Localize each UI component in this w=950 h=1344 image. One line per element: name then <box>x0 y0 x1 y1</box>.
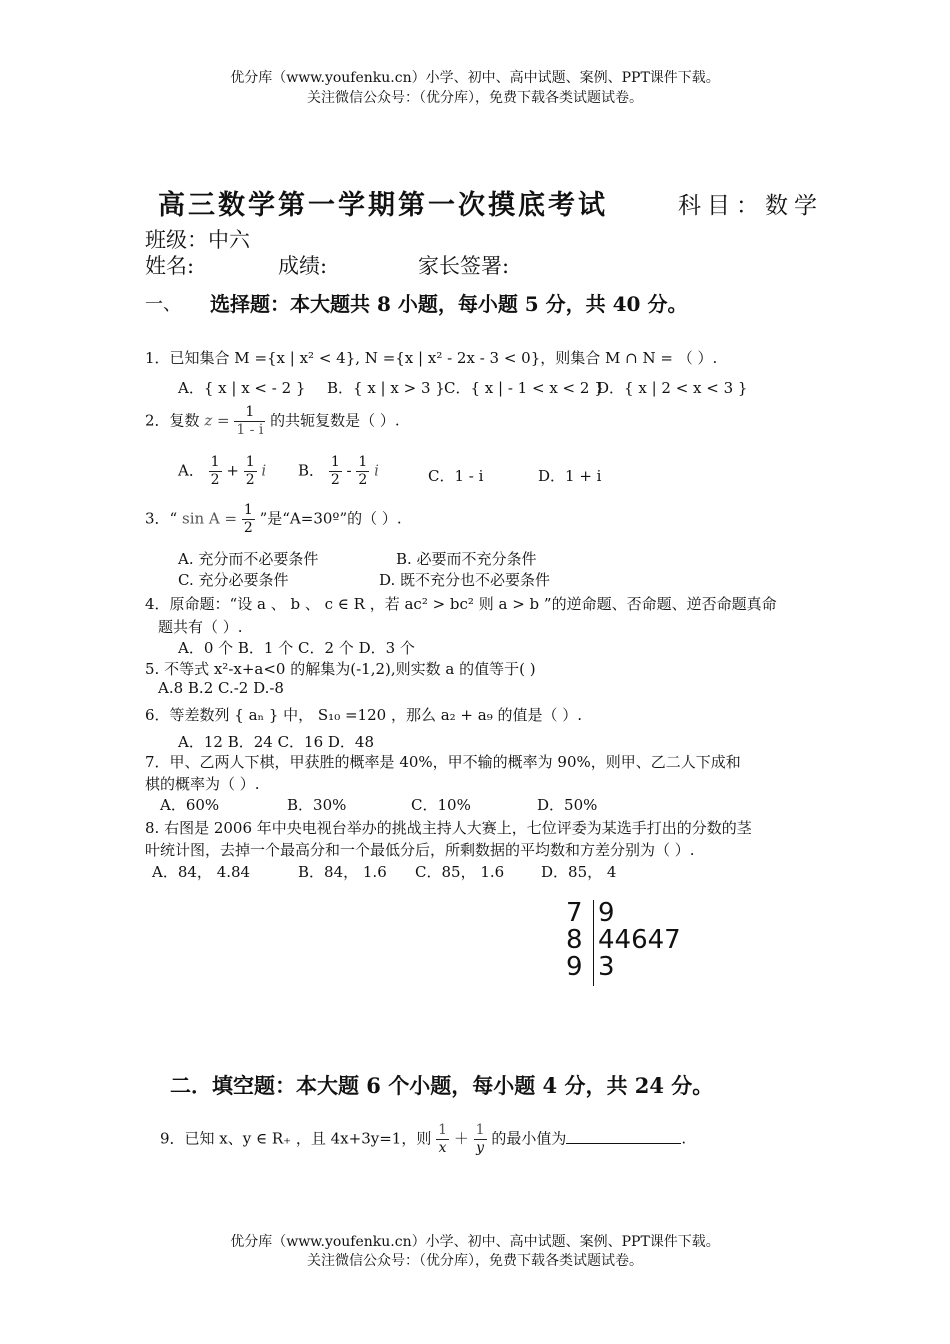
section1-title: 选择题：本大题共 8 小题，每小题 5 分，共 40 分。 <box>210 292 688 316</box>
q8-line-1: 8. 右图是 2006 年中央电视台举办的挑战主持人大赛上，七位评委为某选手打出的分数的茎 <box>145 819 752 837</box>
q2-a-n1: 1 <box>210 454 220 470</box>
q2-a-op: + <box>226 461 239 480</box>
q9-d2: y <box>476 1140 485 1156</box>
q9-suffix: 的最小值为 <box>491 1129 567 1148</box>
stem-leaf-row-1-stem: 7 <box>566 898 583 928</box>
q3-sin: sin A = <box>182 509 238 528</box>
q2-z: z = <box>204 411 230 430</box>
q3-stem <box>145 502 402 537</box>
q7-line-2: 棋的概率为（ ）. <box>145 775 260 793</box>
exam-subject: 科目：数学 <box>678 193 823 219</box>
q2-a-frac2 <box>244 454 257 489</box>
q4-options: A．0 个 B．1 个 C．2 个 D．3 个 <box>178 639 415 657</box>
q2-b-op: - <box>346 461 352 480</box>
q3-option-c: C. 充分必要条件 <box>178 571 289 589</box>
header-line-2: 关注微信公众号：（优分库），免费下载各类试题试卷。 <box>307 90 643 106</box>
exam-title: 高三数学第一学期第一次摸底考试 <box>158 190 608 221</box>
q5-stem: 5. 不等式 x²-x+a<0 的解集为(-1,2),则实数 a 的值等于( ) <box>145 660 536 678</box>
q1-option-b: B．{ x | x > 3 } <box>327 379 445 397</box>
q2-b-i: i <box>374 461 379 480</box>
q1-option-c: C．{ x | - 1 < x < 2 } <box>444 379 604 397</box>
q3-option-d: D. 既不充分也不必要条件 <box>379 571 551 589</box>
q7-option-d: D．50% <box>537 796 598 814</box>
q7-option-c: C．10% <box>411 796 471 814</box>
class-label: 班级：中六 <box>145 228 250 252</box>
q3-den: 2 <box>243 520 253 536</box>
q3-num: 1 <box>243 502 253 518</box>
q2-b-n1: 1 <box>330 454 340 470</box>
q2-a-label: A． <box>178 461 204 480</box>
q2-b-frac2 <box>356 454 369 489</box>
section2-title: 二．填空题：本大题 6 个小题，每小题 4 分，共 24 分。 <box>170 1073 714 1098</box>
q1-option-a: A．{ x | x < - 2 } <box>178 379 306 397</box>
q2-b-n2: 1 <box>358 454 368 470</box>
stem-leaf-row-2-leaves: 44647 <box>598 925 681 955</box>
q9-frac2 <box>474 1122 487 1157</box>
q2-b-d1: 2 <box>330 472 340 488</box>
q4-line-2: 题共有（ ）. <box>158 618 243 636</box>
q2-a-frac1 <box>209 454 222 489</box>
q7-line-1: 7．甲、乙两人下棋，甲获胜的概率是 40%，甲不输的概率为 90%，则甲、乙二人下成和 <box>145 753 741 771</box>
stem-leaf-row-2-stem: 8 <box>566 925 583 955</box>
q2-b-frac1 <box>329 454 342 489</box>
q9-n2: 1 <box>475 1122 485 1138</box>
q2-fraction <box>234 404 265 439</box>
q2-suffix: 的共轭复数是（ ）. <box>270 411 400 430</box>
q9-end: . <box>681 1129 687 1148</box>
q8-option-b: B．84， 1.6 <box>298 863 387 881</box>
q2-option-b <box>298 454 379 489</box>
q3-prefix: 3．“ <box>145 509 178 528</box>
q8-option-a: A．84， 4.84 <box>152 863 251 881</box>
stem-leaf-row-1-leaves: 9 <box>598 898 615 928</box>
q8-option-d: D．85， 4 <box>541 863 617 881</box>
score-label: 成绩: <box>278 254 328 278</box>
q6-stem: 6．等差数列 { aₙ } 中， S₁₀ =120 ，那么 a₂ + a₉ 的值是（ ）. <box>145 706 583 724</box>
stem-leaf-row-3-leaves: 3 <box>598 952 615 982</box>
stem-leaf-row-3-stem: 9 <box>566 952 583 982</box>
q2-b-label: B． <box>298 461 325 480</box>
q7-option-b: B．30% <box>287 796 347 814</box>
q8-option-c: C．85， 1.6 <box>415 863 505 881</box>
q9-n1: 1 <box>438 1122 448 1138</box>
q9-plus: ＋ <box>453 1129 469 1148</box>
q6-options: A．12 B．24 C．16 D．48 <box>178 733 375 751</box>
q2-num: 1 <box>234 404 265 422</box>
q9-answer-blank[interactable] <box>566 1129 681 1144</box>
q2-a-d1: 2 <box>210 472 220 488</box>
footer-line-2: 关注微信公众号：（优分库），免费下载各类试题试卷。 <box>307 1253 643 1269</box>
q2-prefix: 2．复数 <box>145 411 200 430</box>
name-label: 姓名: <box>145 254 195 278</box>
q1-stem: 1．已知集合 M ={x | x² < 4}, N ={x | x² - 2x - 3 < 0}，则集合 M ∩ N = （ ）. <box>145 349 718 367</box>
q2-a-d2: 2 <box>245 472 255 488</box>
q1-option-d: D．{ x | 2 < x < 3 } <box>597 379 748 397</box>
q9-frac1 <box>436 1122 449 1157</box>
q2-den: 1 - i <box>236 422 264 438</box>
q5-options: A.8 B.2 C.-2 D.-8 <box>158 679 284 697</box>
q2-option-d: D．1 + i <box>538 467 602 485</box>
q2-a-i: i <box>261 461 267 480</box>
q4-line-1: 4．原命题：“设 a 、 b 、 c ∈ R ，若 ac² > bc² 则 a > b ”的逆命题、否命题、逆否命题真命 <box>145 595 777 613</box>
footer-line-1: 优分库（www.youfenku.cn）小学、初中、高中试题、案例、PPT课件下载。 <box>230 1234 720 1250</box>
q2-a-n2: 1 <box>245 454 255 470</box>
q3-option-a: A. 充分而不必要条件 <box>178 550 319 568</box>
q3-fraction <box>242 502 255 537</box>
stem-leaf-divider <box>593 900 594 986</box>
q7-option-a: A．60% <box>160 796 220 814</box>
q2-option-c: C．1 - i <box>428 467 484 485</box>
section1-number: 一、 <box>145 294 181 315</box>
q2-b-d2: 2 <box>358 472 368 488</box>
q9-prefix: 9．已知 x、y ∈ R₊ ，且 4x+3y=1，则 <box>160 1129 432 1148</box>
q2-stem <box>145 404 400 439</box>
q3-suffix: ”是“A=30º”的（ ）. <box>259 509 402 528</box>
q8-line-2: 叶统计图，去掉一个最高分和一个最低分后，所剩数据的平均数和方差分别为（ ）. <box>145 841 695 859</box>
q9-stem <box>160 1122 686 1157</box>
parent-signature-label: 家长签署: <box>418 254 510 278</box>
q3-option-b: B. 必要而不充分条件 <box>396 550 537 568</box>
q9-d1: x <box>438 1140 447 1156</box>
header-line-1: 优分库（www.youfenku.cn）小学、初中、高中试题、案例、PPT课件下载。 <box>230 70 720 86</box>
q2-option-a <box>178 454 266 489</box>
